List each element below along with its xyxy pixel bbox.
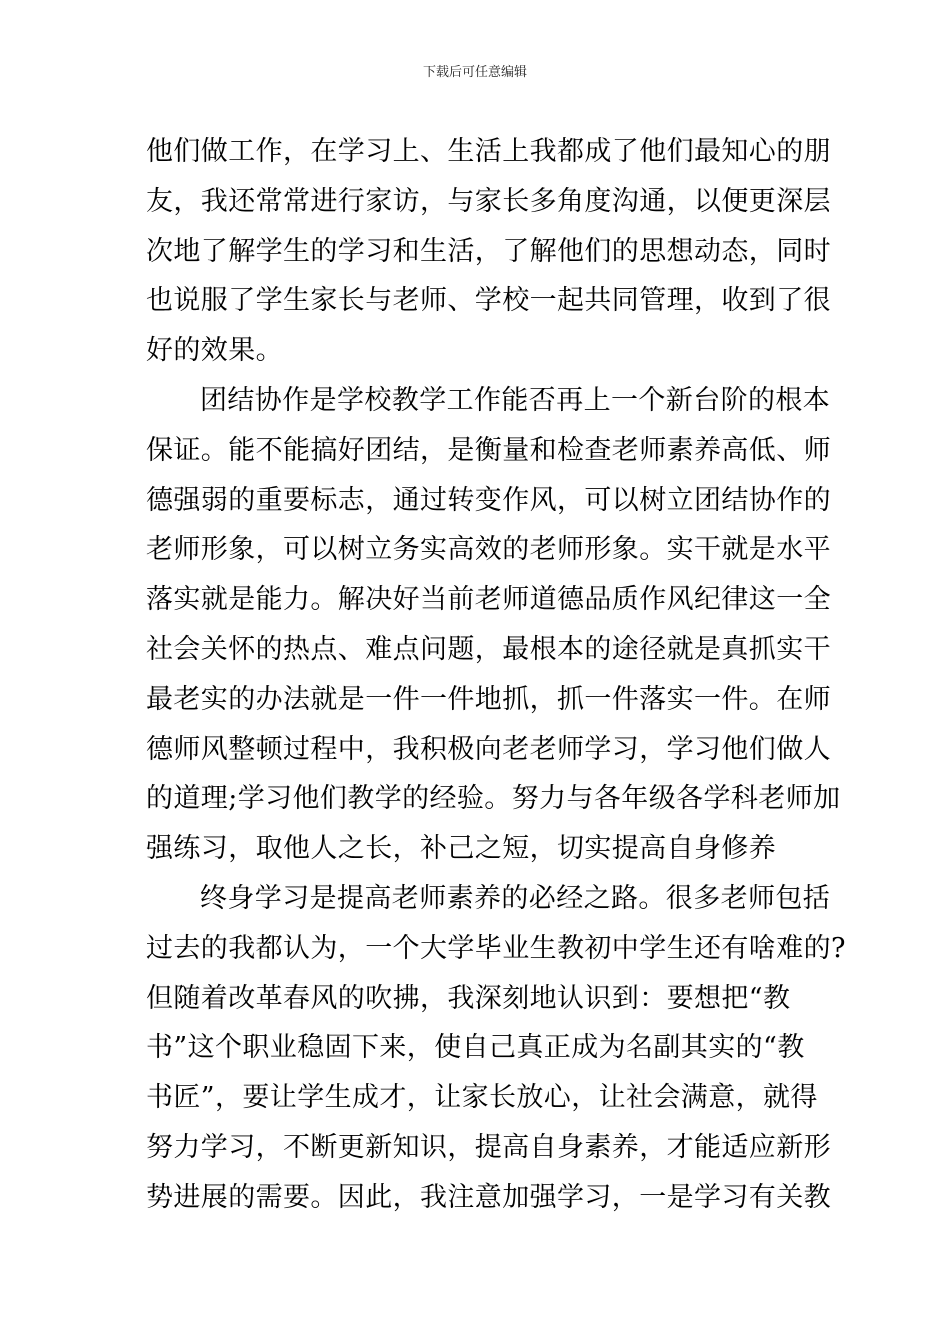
text-line: 过去的我都认为，一个大学毕业生教初中学生还有啥难的? [146, 932, 846, 964]
document-body [146, 127, 846, 1223]
text-line: 保证。能不能搞好团结，是衡量和检查老师素养高低、师 [146, 434, 831, 466]
text-line: 的道理;学习他们教学的经验。努力与各年级各学科老师加 [146, 783, 841, 815]
text-line: 也说服了学生家长与老师、学校一起共同管理，收到了很 [146, 285, 831, 317]
text-line: 书”这个职业稳固下来，使自己真正成为名副其实的“教 [146, 1032, 805, 1064]
text-line: 但随着改革春风的吹拂，我深刻地认识到：要想把“教 [146, 982, 791, 1014]
text-line: 德强弱的重要标志，通过转变作风，可以树立团结协作的 [146, 484, 831, 516]
paragraph-start-line: 终身学习是提高老师素养的必经之路。很多老师包括 [200, 882, 831, 914]
text-line: 努力学习，不断更新知识，提高自身素养，才能适应新形 [146, 1131, 831, 1163]
text-line: 好的效果。 [146, 335, 283, 367]
text-line: 落实就是能力。解决好当前老师道德品质作风纪律这一全 [146, 584, 831, 616]
text-line: 最老实的办法就是一件一件地抓，抓一件落实一件。在师 [146, 683, 831, 715]
paragraph-start-line: 团结协作是学校教学工作能否再上一个新台阶的根本 [200, 384, 831, 416]
text-line: 书匠”，要让学生成才，让家长放心，让社会满意，就得 [146, 1082, 818, 1114]
text-line: 势进展的需要。因此，我注意加强学习，一是学习有关教 [146, 1181, 831, 1213]
text-line: 友，我还常常进行家访，与家长多角度沟通，以便更深层 [146, 185, 831, 217]
text-line: 强练习，取他人之长，补己之短，切实提高自身修养 [146, 833, 777, 865]
text-line: 老师形象，可以树立务实高效的老师形象。实干就是水平 [146, 534, 831, 566]
text-line: 次地了解学生的学习和生活，了解他们的思想动态，同时 [146, 235, 831, 267]
text-line: 他们做工作，在学习上、生活上我都成了他们最知心的朋 [146, 136, 831, 167]
text-line: 社会关怀的热点、难点问题，最根本的途径就是真抓实干 [146, 633, 831, 665]
page-header: 下载后可任意编辑 [422, 65, 527, 80]
text-line: 德师风整顿过程中，我积极向老老师学习，学习他们做人 [146, 733, 831, 765]
